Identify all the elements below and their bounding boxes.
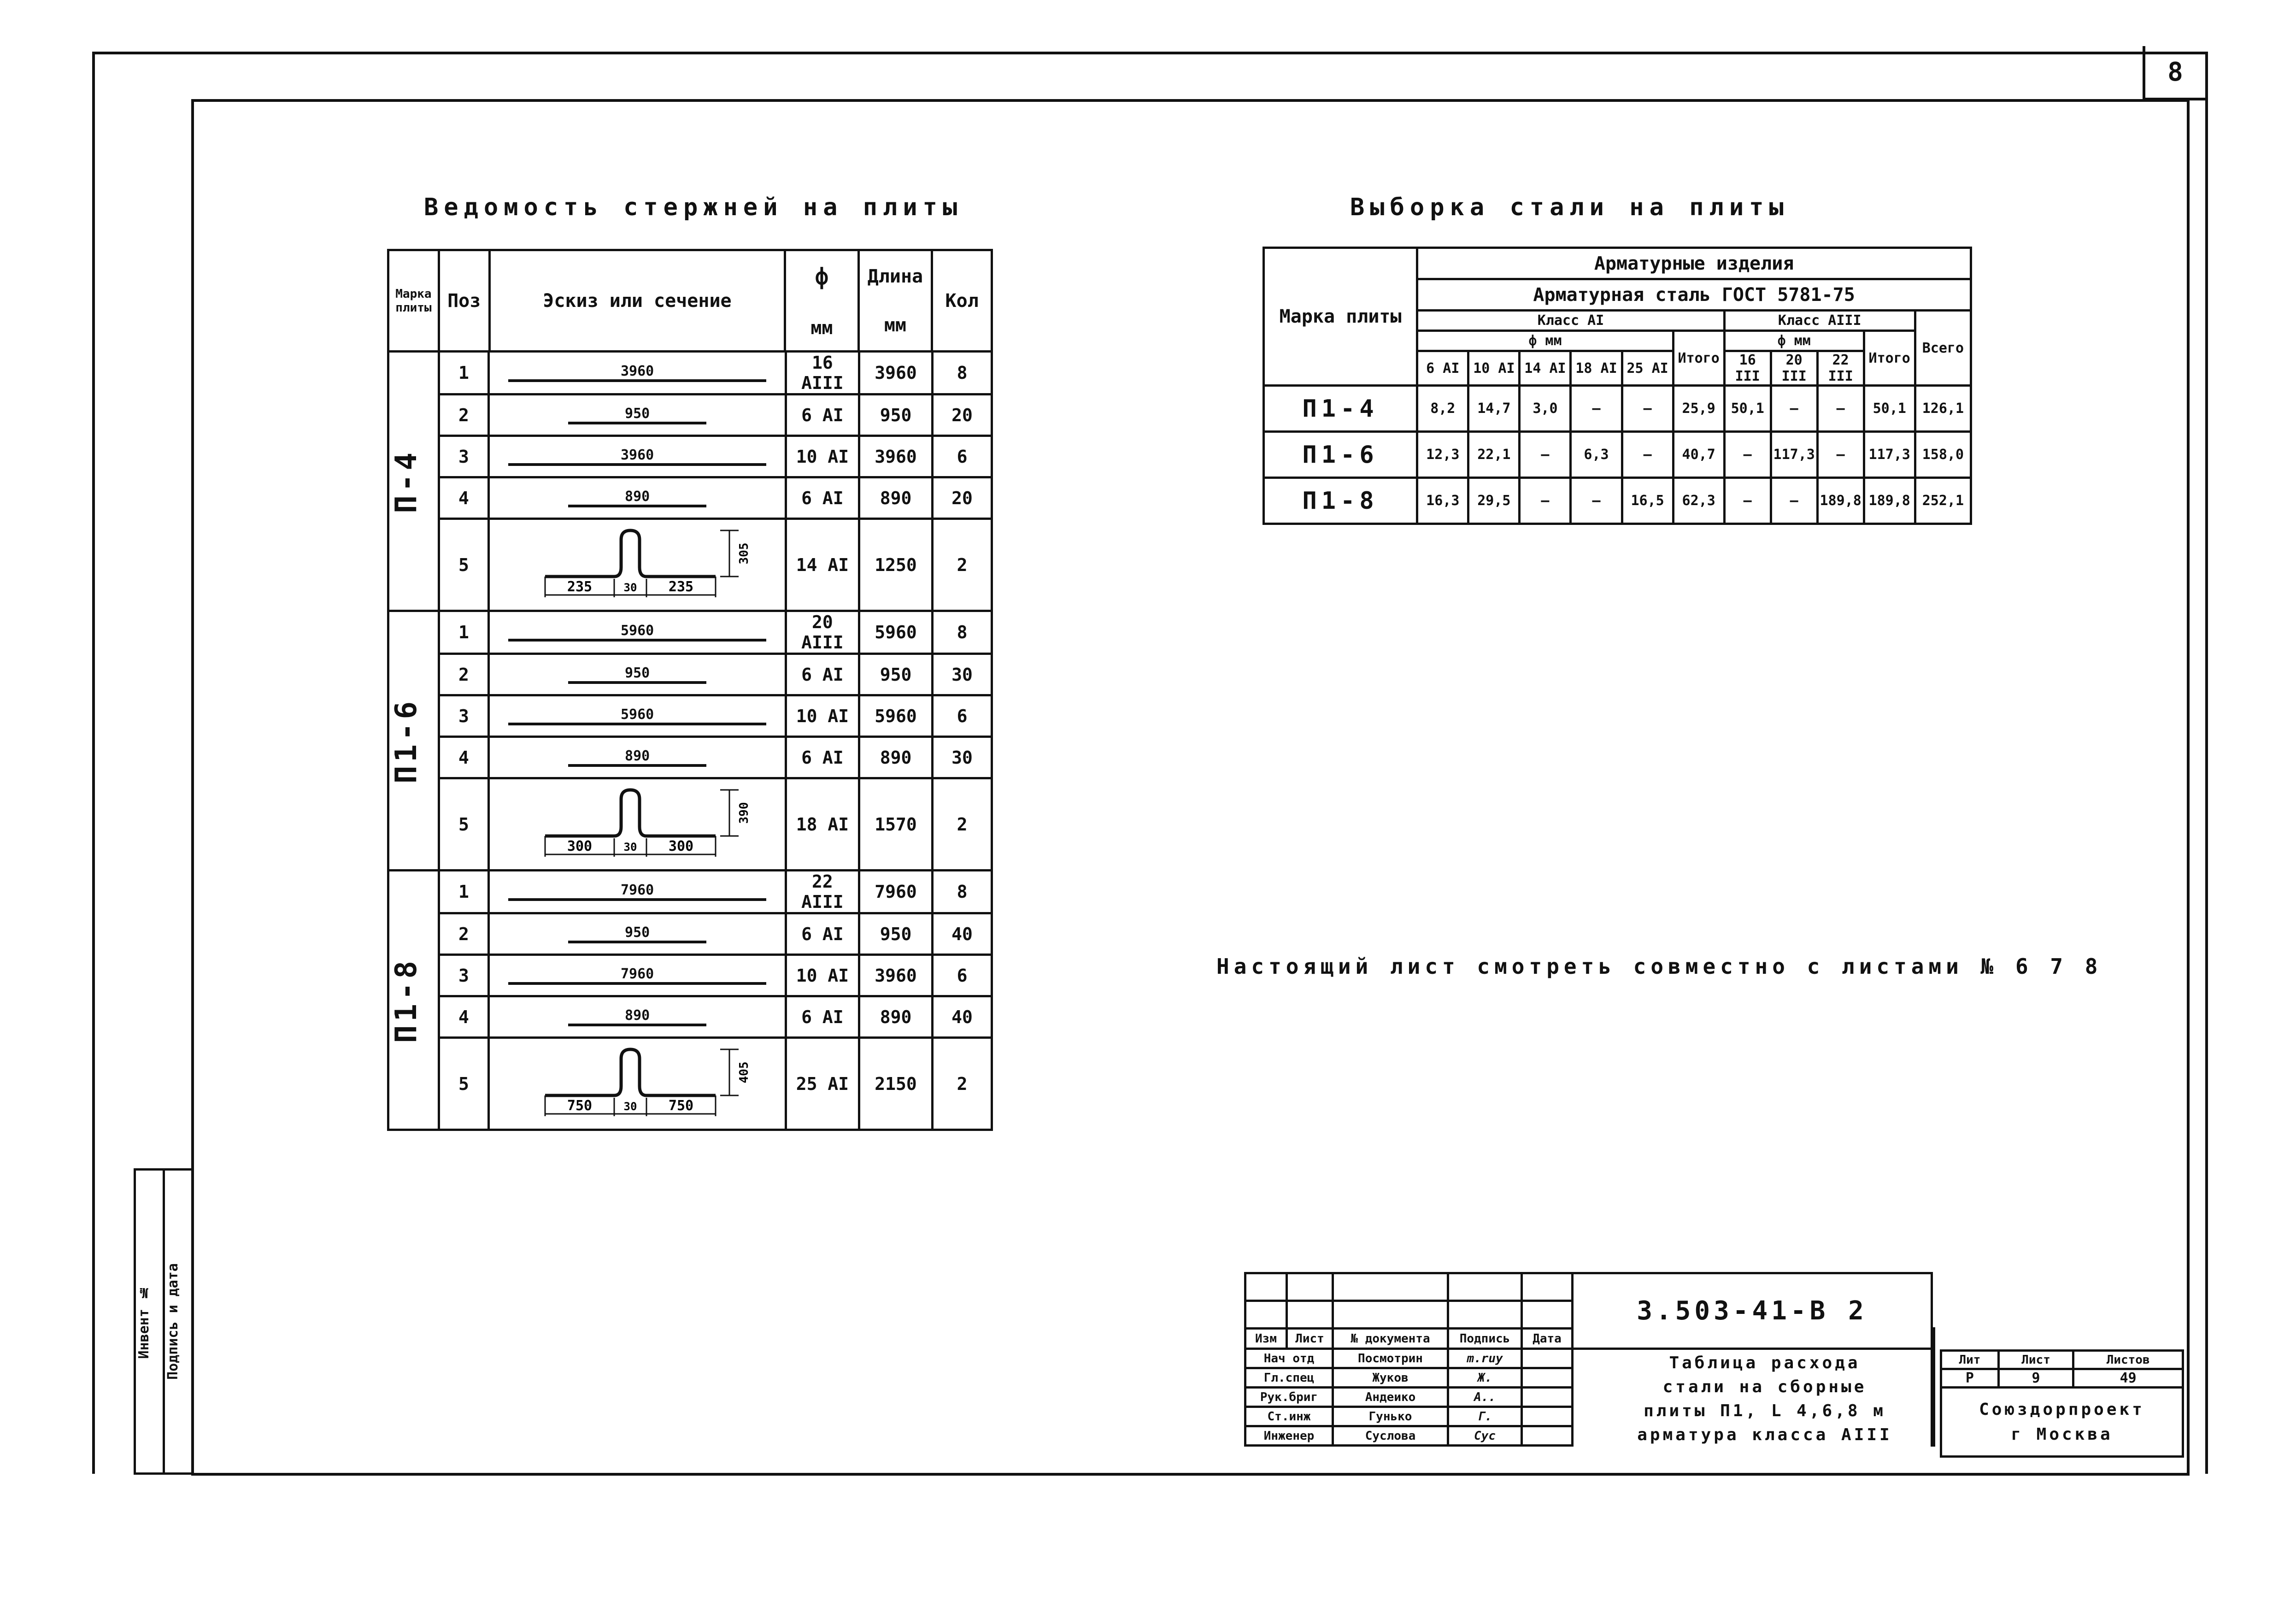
mass-class-aiii: 189,8 <box>1817 478 1864 524</box>
bar-sketch <box>489 352 786 394</box>
row-plate-mark: П1-4 <box>1264 386 1417 432</box>
sheet-label: Лист <box>1998 1351 2073 1369</box>
header-pos: Поз <box>439 250 489 352</box>
mass-class-aiii: — <box>1771 386 1817 432</box>
mass-class-ai: 22,1 <box>1468 432 1520 478</box>
steel-row <box>1264 432 1971 478</box>
bar-length: 5960 <box>859 611 932 654</box>
bar-sketch <box>489 1038 786 1130</box>
sidebar-signature-cell <box>164 1170 193 1474</box>
header-reinforcement-items: Арматурные изделия <box>1417 248 1971 279</box>
steel-row <box>1264 386 1971 432</box>
header-steel-standard: Арматурная сталь ГОСТ 5781-75 <box>1417 279 1971 311</box>
sketch-bar-line <box>568 764 706 767</box>
sketch-bar-line <box>568 1024 706 1026</box>
mass-class-ai: — <box>1520 432 1571 478</box>
inventory-sidebar <box>134 1168 194 1475</box>
total-class-ai: 40,7 <box>1673 432 1724 478</box>
mass-class-ai: 16,3 <box>1417 478 1468 524</box>
stage-value: Р <box>1941 1369 1999 1388</box>
bar-sketch <box>489 695 786 737</box>
bar-length: 950 <box>859 913 932 955</box>
stamp-signature: Ж. <box>1448 1368 1522 1388</box>
bar-length: 1570 <box>859 778 932 871</box>
sketch-length-label: 7960 <box>621 965 654 982</box>
header-length-label: Длина <box>867 265 923 287</box>
organization-name: Союздорпроект <box>1979 1400 2145 1419</box>
plate-mark <box>388 871 439 1130</box>
row-plate-mark: П1-6 <box>1264 432 1417 478</box>
sketch-left-dim: 750 <box>567 1098 593 1114</box>
bar-diameter: 20 AIII <box>786 611 859 654</box>
total-class-aiii: 117,3 <box>1864 432 1915 478</box>
bar-qty: 30 <box>933 737 992 778</box>
header-diameter-label: ф <box>815 263 829 290</box>
bar-qty: 8 <box>933 871 992 913</box>
header-class-aiii-unit: ф мм <box>1724 331 1864 351</box>
bar-sketch <box>489 654 786 695</box>
stamp-date <box>1522 1426 1573 1446</box>
bar-sketch <box>489 996 786 1038</box>
bent-bar-sketch <box>499 1040 775 1123</box>
bar-sketch <box>489 436 786 477</box>
mass-class-aiii: — <box>1817 386 1864 432</box>
header-length <box>858 250 932 352</box>
sketch-length-label: 7960 <box>621 882 654 898</box>
right-table-title: Выборка стали на плиты <box>1350 194 1789 221</box>
position-number: 2 <box>439 913 489 955</box>
header-total-aiii: Итого <box>1864 331 1915 386</box>
sidebar-signature-label: Подпись и дата <box>164 1263 181 1380</box>
bar-sketch <box>489 913 786 955</box>
position-number: 1 <box>439 871 489 913</box>
sketch-length-label: 890 <box>625 488 650 505</box>
row-plate-mark: П1-8 <box>1264 478 1417 524</box>
bar-diameter: 10 AI <box>786 695 859 737</box>
mass-class-aiii: — <box>1724 478 1771 524</box>
sketch-bar-line <box>508 463 766 466</box>
steel-selection-table <box>1263 247 1972 525</box>
sketch-length-label: 890 <box>625 1007 650 1024</box>
stamp-name: Жуков <box>1333 1368 1448 1388</box>
header-mark: Марка плиты <box>388 250 439 352</box>
mass-class-aiii: — <box>1724 432 1771 478</box>
sketch-mid-dim: 30 <box>623 841 637 853</box>
mass-class-ai: 8,2 <box>1417 386 1468 432</box>
stamp-signature: A.. <box>1448 1388 1522 1407</box>
mass-class-ai: 3,0 <box>1520 386 1571 432</box>
bar-qty: 2 <box>933 778 992 871</box>
stamp-column-header: Подпись <box>1448 1329 1522 1349</box>
bar-diameter: 10 AI <box>786 436 859 477</box>
header-class-ai-unit: ф мм <box>1417 331 1673 351</box>
position-number: 4 <box>439 996 489 1038</box>
stamp-column-header: № документа <box>1333 1329 1448 1349</box>
position-number: 1 <box>439 352 489 394</box>
rebar-row <box>388 394 992 436</box>
sketch-length-label: 950 <box>625 924 650 941</box>
rebar-row <box>388 871 992 913</box>
total-class-aiii: 189,8 <box>1864 478 1915 524</box>
position-number: 3 <box>439 436 489 477</box>
stamp-date <box>1522 1407 1573 1426</box>
header-diameter-ai: 14 AI <box>1520 351 1571 386</box>
sketch-length-label: 3960 <box>621 447 654 463</box>
rebar-row <box>388 955 992 996</box>
total-class-ai: 62,3 <box>1673 478 1724 524</box>
mass-class-ai: — <box>1622 432 1673 478</box>
bar-qty: 8 <box>933 352 992 394</box>
bar-length: 950 <box>859 394 932 436</box>
sketch-length-label: 950 <box>625 665 650 681</box>
header-diameter <box>785 250 858 352</box>
drawing-code: 3.503-41-В 2 <box>1573 1273 1932 1349</box>
bar-qty: 20 <box>933 394 992 436</box>
bar-qty: 2 <box>933 519 992 611</box>
bar-diameter: 16 AIII <box>786 352 859 394</box>
rebar-row <box>388 695 992 737</box>
header-diameter-aiii: 16 III <box>1724 351 1771 386</box>
bar-qty: 6 <box>933 436 992 477</box>
stamp-column-header: Изм <box>1245 1329 1287 1349</box>
bar-diameter: 6 AI <box>786 654 859 695</box>
grand-total: 158,0 <box>1915 432 1971 478</box>
sketch-length-label: 3960 <box>621 363 654 379</box>
stamp-name: Гунько <box>1333 1407 1448 1426</box>
mass-class-aiii: — <box>1817 432 1864 478</box>
rebar-row <box>388 436 992 477</box>
rebar-row <box>388 519 992 611</box>
bar-qty: 40 <box>933 996 992 1038</box>
sketch-length-label: 890 <box>625 748 650 764</box>
stage-label: Лит <box>1941 1351 1999 1369</box>
sketch-length-label: 5960 <box>621 706 654 723</box>
sketch-bar-line <box>568 422 706 424</box>
bar-length: 950 <box>859 654 932 695</box>
bar-qty: 2 <box>933 1038 992 1130</box>
position-number: 1 <box>439 611 489 654</box>
sketch-height-dim: 390 <box>737 802 752 824</box>
bar-diameter: 22 AIII <box>786 871 859 913</box>
bar-length: 7960 <box>859 871 932 913</box>
rebar-row <box>388 477 992 519</box>
sheet-title-line-3: плиты П1, L 4,6,8 м <box>1644 1401 1886 1420</box>
stamp-column-header: Дата <box>1522 1329 1573 1349</box>
left-table-title: Ведомость стержней на плиты <box>424 194 963 221</box>
sketch-mid-dim: 30 <box>623 581 637 594</box>
header-diameter-ai: 18 AI <box>1571 351 1622 386</box>
sketch-bar-line <box>508 379 766 382</box>
rebar-row <box>388 737 992 778</box>
mass-class-ai: — <box>1622 386 1673 432</box>
grand-total: 252,1 <box>1915 478 1971 524</box>
bent-bar-sketch <box>499 521 775 604</box>
rebar-row <box>388 778 992 871</box>
bar-qty: 6 <box>933 695 992 737</box>
sketch-mid-dim: 30 <box>623 1100 637 1113</box>
position-number: 5 <box>439 778 489 871</box>
bar-length: 3960 <box>859 436 932 477</box>
stamp-role: Инженер <box>1245 1426 1333 1446</box>
rebar-row <box>388 1038 992 1130</box>
sidebar-inventory-cell <box>135 1170 164 1474</box>
stamp-role: Нач отд <box>1245 1349 1333 1368</box>
bar-diameter: 6 AI <box>786 996 859 1038</box>
title-block-right <box>1580 1324 2184 1471</box>
header-total-ai: Итого <box>1673 331 1724 386</box>
stamp-signature: Г. <box>1448 1407 1522 1426</box>
position-number: 4 <box>439 477 489 519</box>
position-number: 3 <box>439 695 489 737</box>
rebar-schedule-rows <box>387 350 993 1131</box>
stamp-date <box>1522 1368 1573 1388</box>
steel-row <box>1264 478 1971 524</box>
bar-length: 5960 <box>859 695 932 737</box>
sketch-bar-line <box>508 723 766 725</box>
position-number: 2 <box>439 394 489 436</box>
plate-mark-label: П1-8 <box>389 957 423 1043</box>
bar-sketch <box>489 737 786 778</box>
grand-total: 126,1 <box>1915 386 1971 432</box>
mass-class-ai: 29,5 <box>1468 478 1520 524</box>
stamp-signature: m.ruy <box>1448 1349 1522 1368</box>
organization <box>1941 1388 2183 1457</box>
sheets-label: Листов <box>2073 1351 2183 1369</box>
stamp-name: Посмотрин <box>1333 1349 1448 1368</box>
sheet-title-line-2: стали на сборные <box>1662 1377 1867 1396</box>
rebar-row <box>388 913 992 955</box>
sketch-right-dim: 750 <box>669 1098 694 1114</box>
bar-sketch <box>489 394 786 436</box>
mass-class-ai: 16,5 <box>1622 478 1673 524</box>
position-number: 3 <box>439 955 489 996</box>
bar-diameter: 25 AI <box>786 1038 859 1130</box>
stamp-column-header: Лист <box>1287 1329 1333 1349</box>
mass-class-ai: 12,3 <box>1417 432 1468 478</box>
sheet-reference-note: Настоящий лист смотреть совместно с листами № 6 7 8 <box>1216 954 2102 979</box>
rebar-row <box>388 352 992 394</box>
rebar-row <box>388 654 992 695</box>
header-diameter-unit: мм <box>810 317 833 339</box>
sketch-height-dim: 405 <box>737 1061 752 1083</box>
sketch-right-dim: 300 <box>669 838 694 854</box>
bent-bar-sketch <box>499 781 775 864</box>
bar-qty: 40 <box>933 913 992 955</box>
bar-qty: 20 <box>933 477 992 519</box>
mass-class-aiii: — <box>1771 478 1817 524</box>
bar-length: 890 <box>859 737 932 778</box>
sheet-title-line-4: арматура класса AIII <box>1637 1425 1892 1444</box>
plate-mark <box>388 352 439 611</box>
stamp-name: Суслова <box>1333 1426 1448 1446</box>
header-length-unit: мм <box>884 314 907 336</box>
position-number: 5 <box>439 519 489 611</box>
total-class-aiii: 50,1 <box>1864 386 1915 432</box>
bar-length: 890 <box>859 477 932 519</box>
sheet-value: 9 <box>1998 1369 2073 1388</box>
bar-sketch <box>489 871 786 913</box>
bar-length: 890 <box>859 996 932 1038</box>
sidebar-inventory-label: Инвент № <box>136 1284 152 1359</box>
bar-diameter: 6 AI <box>786 913 859 955</box>
mass-class-ai: — <box>1520 478 1571 524</box>
stamp-date <box>1522 1388 1573 1407</box>
mass-class-ai: — <box>1571 386 1622 432</box>
mass-class-aiii: 117,3 <box>1771 432 1817 478</box>
stamp-date <box>1522 1349 1573 1368</box>
bar-diameter: 6 AI <box>786 477 859 519</box>
sketch-bar-line <box>568 681 706 684</box>
bar-sketch <box>489 477 786 519</box>
stamp-role: Рук.бриг <box>1245 1388 1333 1407</box>
rebar-schedule-table <box>387 249 993 353</box>
bar-length: 1250 <box>859 519 932 611</box>
mass-class-aiii: 50,1 <box>1724 386 1771 432</box>
mass-class-ai: 6,3 <box>1571 432 1622 478</box>
sketch-height-dim: 305 <box>737 542 752 565</box>
rebar-row <box>388 611 992 654</box>
mass-class-ai: — <box>1571 478 1622 524</box>
sketch-length-label: 5960 <box>621 623 654 639</box>
bar-sketch <box>489 778 786 871</box>
page-number: 8 <box>2143 46 2205 100</box>
sketch-left-dim: 300 <box>567 838 593 854</box>
position-number: 5 <box>439 1038 489 1130</box>
sketch-bar-line <box>568 505 706 507</box>
header-sketch: Эскиз или сечение <box>489 250 785 352</box>
organization-city: г Москва <box>2011 1424 2113 1444</box>
bar-qty: 8 <box>933 611 992 654</box>
sketch-bar-line <box>508 639 766 642</box>
header-diameter-aiii: 22 III <box>1817 351 1864 386</box>
position-number: 2 <box>439 654 489 695</box>
rebar-row <box>388 996 992 1038</box>
header-diameter-aiii: 20 III <box>1771 351 1817 386</box>
sheet-info-table <box>1940 1349 2184 1458</box>
sketch-right-dim: 235 <box>669 579 694 595</box>
bar-sketch <box>489 519 786 611</box>
bar-length: 3960 <box>859 955 932 996</box>
header-class-aiii: Класс AIII <box>1724 311 1915 331</box>
mass-class-ai: 14,7 <box>1468 386 1520 432</box>
bar-length: 3960 <box>859 352 932 394</box>
bar-diameter: 10 AI <box>786 955 859 996</box>
sketch-left-dim: 235 <box>567 579 593 595</box>
stamp-signature: Сус <box>1448 1426 1522 1446</box>
sketch-bar-line <box>508 898 766 901</box>
header-qty: Кол <box>932 250 992 352</box>
sheets-value: 49 <box>2073 1369 2183 1388</box>
rebar-schedule-body <box>387 350 993 1131</box>
bar-diameter: 6 AI <box>786 394 859 436</box>
position-number: 4 <box>439 737 489 778</box>
header-grand-total: Всего <box>1915 311 1971 386</box>
bar-qty: 6 <box>933 955 992 996</box>
plate-mark-label: П1-6 <box>389 697 423 784</box>
bar-qty: 30 <box>933 654 992 695</box>
sketch-bar-line <box>508 982 766 985</box>
sketch-bar-line <box>568 941 706 943</box>
bar-diameter: 14 AI <box>786 519 859 611</box>
stamp-name: Андеико <box>1333 1388 1448 1407</box>
header-diameter-ai: 10 AI <box>1468 351 1520 386</box>
header-diameter-ai: 6 AI <box>1417 351 1468 386</box>
sheet-title-line-1: Таблица расхода <box>1669 1354 1861 1372</box>
sheet-title <box>1585 1351 1944 1447</box>
bar-diameter: 6 AI <box>786 737 859 778</box>
total-class-ai: 25,9 <box>1673 386 1724 432</box>
header-diameter-ai: 25 AI <box>1622 351 1673 386</box>
bar-length: 2150 <box>859 1038 932 1130</box>
sketch-length-label: 950 <box>625 405 650 422</box>
header-plate-mark: Марка плиты <box>1264 248 1417 386</box>
plate-mark <box>388 611 439 871</box>
header-class-ai: Класс AI <box>1417 311 1724 331</box>
bar-diameter: 18 AI <box>786 778 859 871</box>
stamp-role: Ст.инж <box>1245 1407 1333 1426</box>
bar-sketch <box>489 611 786 654</box>
stamp-role: Гл.спец <box>1245 1368 1333 1388</box>
plate-mark-label: П-4 <box>389 449 423 513</box>
bar-sketch <box>489 955 786 996</box>
